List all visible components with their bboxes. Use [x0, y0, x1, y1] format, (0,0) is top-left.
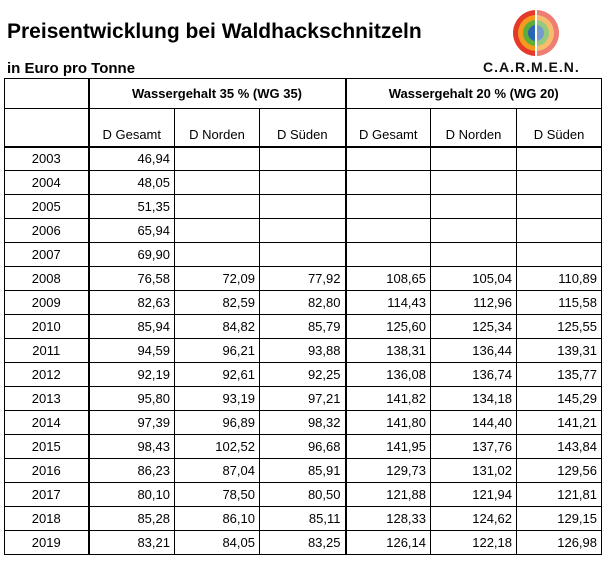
- value-cell: [346, 243, 431, 267]
- col-wg35-sueden: D Süden: [260, 109, 346, 147]
- value-cell: 141,21: [517, 411, 602, 435]
- value-cell: 128,33: [346, 507, 431, 531]
- value-cell: 129,73: [346, 459, 431, 483]
- value-cell: 136,74: [431, 363, 517, 387]
- value-cell: 85,79: [260, 315, 346, 339]
- value-cell: 87,04: [175, 459, 260, 483]
- year-cell: 2015: [5, 435, 89, 459]
- table-row: [5, 291, 602, 315]
- year-cell: 2014: [5, 411, 89, 435]
- table-row: [5, 243, 602, 267]
- value-cell: [517, 219, 602, 243]
- value-cell: 112,96: [431, 291, 517, 315]
- year-cell: 2016: [5, 459, 89, 483]
- year-cell: 2011: [5, 339, 89, 363]
- value-cell: 46,94: [89, 147, 175, 171]
- value-cell: [517, 147, 602, 171]
- value-cell: 95,80: [89, 387, 175, 411]
- value-cell: 97,21: [260, 387, 346, 411]
- page-title: Preisentwicklung bei Waldhackschnitzeln: [7, 20, 422, 43]
- col-wg20-gesamt: D Gesamt: [346, 109, 431, 147]
- year-cell: 2007: [5, 243, 89, 267]
- table-row: [5, 531, 602, 555]
- group-wg20: Wassergehalt 20 % (WG 20): [346, 79, 602, 109]
- value-cell: 96,21: [175, 339, 260, 363]
- value-cell: 105,04: [431, 267, 517, 291]
- value-cell: [260, 219, 346, 243]
- table-row: [5, 315, 602, 339]
- value-cell: 92,19: [89, 363, 175, 387]
- value-cell: [346, 219, 431, 243]
- value-cell: [260, 243, 346, 267]
- value-cell: 83,21: [89, 531, 175, 555]
- table-row: [5, 171, 602, 195]
- value-cell: 137,76: [431, 435, 517, 459]
- value-cell: [346, 171, 431, 195]
- value-cell: 86,23: [89, 459, 175, 483]
- table-row: [5, 387, 602, 411]
- value-cell: 141,80: [346, 411, 431, 435]
- year-cell: 2003: [5, 147, 89, 171]
- value-cell: 135,77: [517, 363, 602, 387]
- value-cell: 134,18: [431, 387, 517, 411]
- value-cell: 144,40: [431, 411, 517, 435]
- value-cell: 72,09: [175, 267, 260, 291]
- value-cell: 126,14: [346, 531, 431, 555]
- value-cell: 86,10: [175, 507, 260, 531]
- value-cell: 139,31: [517, 339, 602, 363]
- value-cell: 136,44: [431, 339, 517, 363]
- table-row: [5, 339, 602, 363]
- value-cell: 98,32: [260, 411, 346, 435]
- value-cell: [260, 147, 346, 171]
- value-cell: [431, 219, 517, 243]
- value-cell: 48,05: [89, 171, 175, 195]
- value-cell: 141,95: [346, 435, 431, 459]
- value-cell: 94,59: [89, 339, 175, 363]
- column-header-row: [5, 109, 602, 147]
- value-cell: 96,68: [260, 435, 346, 459]
- value-cell: 78,50: [175, 483, 260, 507]
- group-header-row: [5, 79, 602, 109]
- value-cell: 141,82: [346, 387, 431, 411]
- value-cell: 131,02: [431, 459, 517, 483]
- value-cell: [517, 243, 602, 267]
- value-cell: 136,08: [346, 363, 431, 387]
- price-table: [4, 78, 602, 555]
- value-cell: 82,80: [260, 291, 346, 315]
- table-row: [5, 363, 602, 387]
- value-cell: [346, 195, 431, 219]
- value-cell: [517, 171, 602, 195]
- group-wg35: Wassergehalt 35 % (WG 35): [89, 79, 346, 109]
- value-cell: 93,19: [175, 387, 260, 411]
- value-cell: [260, 171, 346, 195]
- value-cell: [431, 243, 517, 267]
- value-cell: 138,31: [346, 339, 431, 363]
- value-cell: [346, 147, 431, 171]
- value-cell: 110,89: [517, 267, 602, 291]
- year-header-cell: [5, 109, 89, 147]
- table-row: [5, 267, 602, 291]
- value-cell: [175, 171, 260, 195]
- value-cell: 121,81: [517, 483, 602, 507]
- table-row: [5, 459, 602, 483]
- value-cell: [517, 195, 602, 219]
- value-cell: 80,10: [89, 483, 175, 507]
- table-row: [5, 147, 602, 171]
- value-cell: 126,98: [517, 531, 602, 555]
- value-cell: 83,25: [260, 531, 346, 555]
- table-row: [5, 507, 602, 531]
- value-cell: 114,43: [346, 291, 431, 315]
- value-cell: 125,34: [431, 315, 517, 339]
- value-cell: 145,29: [517, 387, 602, 411]
- value-cell: 121,88: [346, 483, 431, 507]
- value-cell: [431, 171, 517, 195]
- col-wg20-norden: D Norden: [431, 109, 517, 147]
- value-cell: [175, 147, 260, 171]
- value-cell: 76,58: [89, 267, 175, 291]
- value-cell: [175, 195, 260, 219]
- value-cell: 129,56: [517, 459, 602, 483]
- value-cell: 125,60: [346, 315, 431, 339]
- value-cell: 85,28: [89, 507, 175, 531]
- value-cell: 82,59: [175, 291, 260, 315]
- corner-cell: [5, 79, 89, 109]
- value-cell: [431, 195, 517, 219]
- year-cell: 2019: [5, 531, 89, 555]
- value-cell: 129,15: [517, 507, 602, 531]
- value-cell: 98,43: [89, 435, 175, 459]
- col-wg20-sueden: D Süden: [517, 109, 602, 147]
- col-wg35-gesamt: D Gesamt: [89, 109, 175, 147]
- value-cell: [175, 243, 260, 267]
- value-cell: 85,91: [260, 459, 346, 483]
- value-cell: [260, 195, 346, 219]
- value-cell: 143,84: [517, 435, 602, 459]
- value-cell: 85,94: [89, 315, 175, 339]
- value-cell: 108,65: [346, 267, 431, 291]
- value-cell: [175, 219, 260, 243]
- year-cell: 2009: [5, 291, 89, 315]
- value-cell: 121,94: [431, 483, 517, 507]
- table-row: [5, 411, 602, 435]
- year-cell: 2013: [5, 387, 89, 411]
- value-cell: 96,89: [175, 411, 260, 435]
- value-cell: [431, 147, 517, 171]
- value-cell: 84,82: [175, 315, 260, 339]
- year-cell: 2018: [5, 507, 89, 531]
- value-cell: 97,39: [89, 411, 175, 435]
- year-cell: 2005: [5, 195, 89, 219]
- table-row: [5, 435, 602, 459]
- year-cell: 2006: [5, 219, 89, 243]
- year-cell: 2017: [5, 483, 89, 507]
- value-cell: 124,62: [431, 507, 517, 531]
- year-cell: 2008: [5, 267, 89, 291]
- value-cell: 80,50: [260, 483, 346, 507]
- value-cell: 84,05: [175, 531, 260, 555]
- value-cell: 77,92: [260, 267, 346, 291]
- value-cell: 82,63: [89, 291, 175, 315]
- value-cell: 122,18: [431, 531, 517, 555]
- page-subtitle: in Euro pro Tonne: [7, 60, 136, 77]
- year-cell: 2010: [5, 315, 89, 339]
- value-cell: 125,55: [517, 315, 602, 339]
- value-cell: 85,11: [260, 507, 346, 531]
- value-cell: 92,61: [175, 363, 260, 387]
- year-cell: 2012: [5, 363, 89, 387]
- value-cell: 115,58: [517, 291, 602, 315]
- col-wg35-norden: D Norden: [175, 109, 260, 147]
- value-cell: 92,25: [260, 363, 346, 387]
- value-cell: 102,52: [175, 435, 260, 459]
- logo-text: C.A.R.M.E.N.: [483, 59, 580, 75]
- table-row: [5, 219, 602, 243]
- value-cell: 51,35: [89, 195, 175, 219]
- carmen-logo-icon: [511, 8, 561, 58]
- table-row: [5, 195, 602, 219]
- table-row: [5, 483, 602, 507]
- value-cell: 65,94: [89, 219, 175, 243]
- year-cell: 2004: [5, 171, 89, 195]
- value-cell: 69,90: [89, 243, 175, 267]
- value-cell: 93,88: [260, 339, 346, 363]
